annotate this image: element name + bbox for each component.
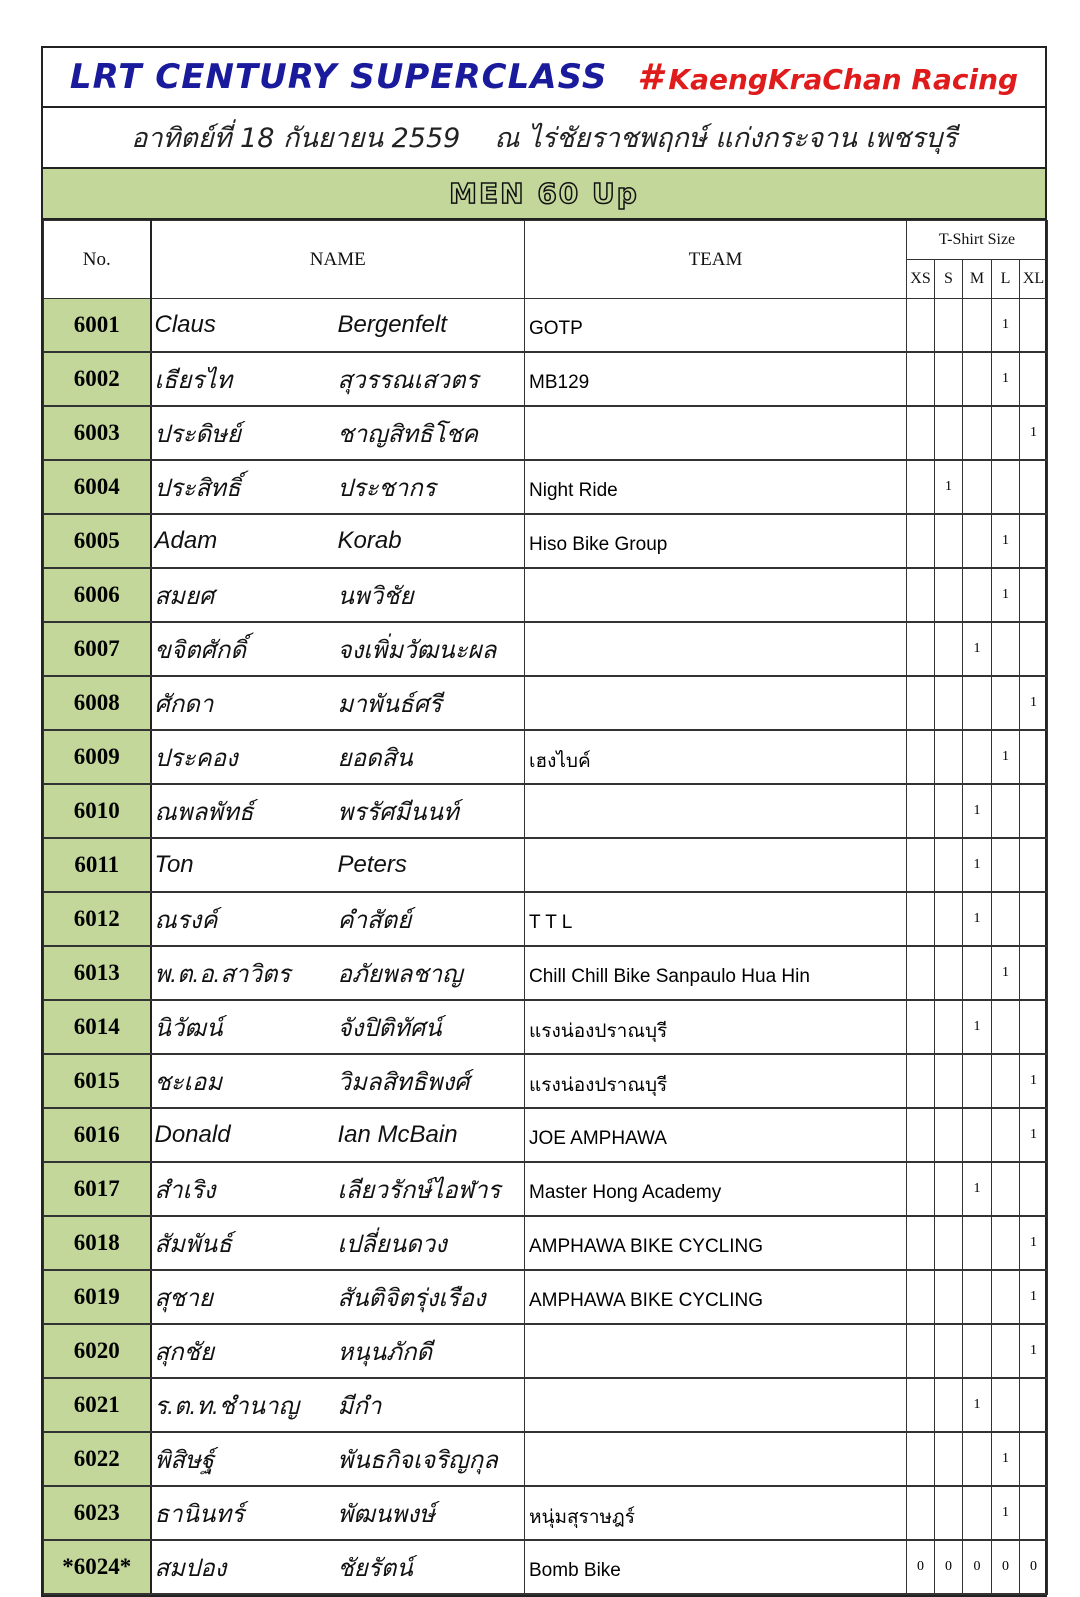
size-l-cell [992, 1162, 1020, 1216]
date-venue-bar [43, 108, 1045, 169]
table-row [44, 1378, 1048, 1432]
size-xs-cell [907, 1378, 935, 1432]
first-name: สมปอง [154, 1554, 227, 1582]
first-name: ประดิษย์ [154, 420, 241, 448]
size-s-cell [935, 1216, 963, 1270]
team-name: Bomb Bike [525, 1540, 907, 1594]
size-xs-cell [907, 622, 935, 676]
size-s-cell [935, 1432, 963, 1486]
last-name: ยอดสิน [337, 744, 413, 772]
last-name: Korab [337, 527, 402, 554]
first-name: Claus [154, 311, 216, 338]
last-name: เลียวรักษ์ไอฬาร [337, 1176, 501, 1204]
rider-name [151, 622, 525, 676]
size-xl-cell [1020, 1432, 1048, 1486]
table-row [44, 1162, 1048, 1216]
last-name: ชาญสิทธิโชค [337, 420, 479, 448]
size-xl-cell: 1 [1020, 1108, 1048, 1162]
size-l-cell [992, 892, 1020, 946]
size-xs-cell [907, 1000, 935, 1054]
team-name [525, 406, 907, 460]
size-s-cell [935, 568, 963, 622]
team-name [525, 1324, 907, 1378]
rider-number: 6008 [44, 676, 151, 730]
size-xs-cell [907, 514, 935, 568]
first-name: สุกชัย [154, 1338, 215, 1366]
team-name [525, 622, 907, 676]
size-s-cell: 1 [935, 460, 963, 514]
registration-sheet [41, 46, 1047, 1597]
size-l-cell [992, 460, 1020, 514]
table-row [44, 406, 1048, 460]
first-name: Ton [154, 851, 194, 878]
size-xl-cell [1020, 1486, 1048, 1540]
size-xs-cell [907, 730, 935, 784]
size-s-cell [935, 946, 963, 1000]
table-row [44, 1216, 1048, 1270]
event-venue: ณ ไร่ชัยราชพฤกษ์ แก่งกระจาน เพชรบุรี [494, 123, 957, 154]
size-l-cell: 1 [992, 1432, 1020, 1486]
team-name: JOE AMPHAWA [525, 1108, 907, 1162]
event-date: อาทิตย์ที่ 18 กันยายน 2559 [131, 123, 461, 154]
table-row [44, 1000, 1048, 1054]
rider-number: 6004 [44, 460, 151, 514]
team-name: AMPHAWA BIKE CYCLING [525, 1216, 907, 1270]
size-s-cell [935, 730, 963, 784]
table-row [44, 946, 1048, 1000]
rider-number: 6005 [44, 514, 151, 568]
last-name: อภัยพลชาญ [337, 960, 463, 988]
last-name: พัฒนพงษ์ [337, 1500, 435, 1528]
first-name: ศักดา [154, 690, 214, 718]
size-xl-cell: 1 [1020, 1324, 1048, 1378]
col-tshirt-header: T-Shirt Size [907, 221, 1048, 260]
size-xs-cell [907, 568, 935, 622]
table-row [44, 838, 1048, 892]
team-name: Hiso Bike Group [525, 514, 907, 568]
size-header-xs: XS [907, 260, 935, 299]
table-row [44, 1432, 1048, 1486]
first-name: ขจิตศักดิ์ [154, 636, 246, 664]
team-name: หนุ่มสุราษฎร์ [525, 1486, 907, 1540]
category-title: MEN 60 Up [43, 169, 1045, 220]
rider-name [151, 1270, 525, 1324]
size-l-cell: 0 [992, 1540, 1020, 1594]
team-name [525, 1378, 907, 1432]
size-xl-cell [1020, 838, 1048, 892]
rider-number: 6016 [44, 1108, 151, 1162]
size-m-cell [963, 1216, 992, 1270]
size-s-cell [935, 622, 963, 676]
first-name: ณพลพัทธ์ [154, 798, 254, 826]
last-name: จังปิติทัศน์ [337, 1014, 442, 1042]
size-xs-cell [907, 1486, 935, 1540]
size-xs-cell [907, 406, 935, 460]
first-name: สมยศ [154, 582, 215, 610]
last-name: สันติจิตรุ่งเรือง [337, 1284, 486, 1312]
size-xl-cell [1020, 730, 1048, 784]
first-name: ณรงค์ [154, 906, 218, 934]
size-m-cell [963, 1054, 992, 1108]
rider-number: 6001 [44, 299, 151, 353]
rider-name [151, 1054, 525, 1108]
last-name: พรรัศมีนนท์ [337, 798, 459, 826]
size-xl-cell [1020, 568, 1048, 622]
last-name: Bergenfelt [337, 311, 447, 338]
table-row [44, 568, 1048, 622]
size-xs-cell [907, 946, 935, 1000]
size-l-cell: 1 [992, 946, 1020, 1000]
table-row [44, 1054, 1048, 1108]
size-l-cell [992, 1324, 1020, 1378]
rider-number: 6022 [44, 1432, 151, 1486]
team-name: Night Ride [525, 460, 907, 514]
size-m-cell [963, 730, 992, 784]
size-s-cell [935, 676, 963, 730]
rider-number: 6023 [44, 1486, 151, 1540]
rider-name [151, 1216, 525, 1270]
first-name: สำเริง [154, 1176, 216, 1204]
size-l-cell [992, 838, 1020, 892]
first-name: ชะเอม [154, 1068, 223, 1096]
team-name: MB129 [525, 352, 907, 406]
table-row [44, 676, 1048, 730]
size-l-cell [992, 622, 1020, 676]
rider-name [151, 676, 525, 730]
size-l-cell [992, 676, 1020, 730]
size-l-cell [992, 784, 1020, 838]
size-m-cell: 1 [963, 892, 992, 946]
rider-name [151, 460, 525, 514]
first-name: Donald [154, 1121, 231, 1148]
rider-number: 6009 [44, 730, 151, 784]
size-m-cell: 0 [963, 1540, 992, 1594]
size-s-cell: 0 [935, 1540, 963, 1594]
last-name: หนุนภักดี [337, 1338, 433, 1366]
size-xl-cell [1020, 622, 1048, 676]
last-name: เปลี่ยนดวง [337, 1230, 447, 1258]
col-team-header: TEAM [525, 221, 907, 299]
size-s-cell [935, 352, 963, 406]
rider-number: 6018 [44, 1216, 151, 1270]
size-xl-cell: 1 [1020, 1054, 1048, 1108]
table-row [44, 460, 1048, 514]
size-s-cell [935, 1378, 963, 1432]
rider-name [151, 1540, 525, 1594]
table-row [44, 622, 1048, 676]
size-l-cell: 1 [992, 1486, 1020, 1540]
table-row [44, 352, 1048, 406]
first-name: ประคอง [154, 744, 238, 772]
size-m-cell [963, 460, 992, 514]
team-name: เฮงไบค์ [525, 730, 907, 784]
table-row [44, 1270, 1048, 1324]
rider-name [151, 406, 525, 460]
size-header-xl: XL [1020, 260, 1048, 299]
col-no-header: No. [44, 221, 151, 299]
size-m-cell: 1 [963, 1162, 992, 1216]
rider-table [43, 220, 1048, 1595]
size-xs-cell [907, 460, 935, 514]
first-name: เธียรไท [154, 366, 233, 394]
last-name: Peters [337, 851, 407, 878]
size-xl-cell: 0 [1020, 1540, 1048, 1594]
rider-name [151, 946, 525, 1000]
size-xl-cell [1020, 892, 1048, 946]
rider-number: 6010 [44, 784, 151, 838]
col-name-header: NAME [151, 221, 525, 299]
rider-name [151, 1486, 525, 1540]
table-row [44, 892, 1048, 946]
first-name: ประสิทธิ์ [154, 474, 241, 502]
last-name: พันธกิจเจริญกุล [337, 1446, 498, 1474]
size-s-cell [935, 514, 963, 568]
rider-number: 6006 [44, 568, 151, 622]
size-m-cell [963, 299, 992, 353]
team-name [525, 838, 907, 892]
rider-number: 6013 [44, 946, 151, 1000]
size-xs-cell [907, 892, 935, 946]
size-m-cell: 1 [963, 838, 992, 892]
rider-number: 6017 [44, 1162, 151, 1216]
size-l-cell [992, 406, 1020, 460]
rider-name [151, 1000, 525, 1054]
size-xl-cell: 1 [1020, 676, 1048, 730]
rider-name [151, 784, 525, 838]
table-row [44, 730, 1048, 784]
rider-name [151, 568, 525, 622]
rider-name [151, 299, 525, 353]
table-row [44, 784, 1048, 838]
size-m-cell: 1 [963, 622, 992, 676]
size-xs-cell [907, 838, 935, 892]
size-xs-cell [907, 299, 935, 353]
event-hashtag [637, 57, 1018, 98]
size-l-cell [992, 1054, 1020, 1108]
rider-number: 6002 [44, 352, 151, 406]
size-header-l: L [992, 260, 1020, 299]
size-xl-cell: 1 [1020, 1216, 1048, 1270]
first-name: ร.ต.ท.ชำนาญ [154, 1392, 299, 1420]
last-name: สุวรรณเสวตร [337, 366, 479, 394]
table-row [44, 1540, 1048, 1594]
first-name: ธานินทร์ [154, 1500, 245, 1528]
rider-name [151, 1378, 525, 1432]
team-name: T T L [525, 892, 907, 946]
rider-name [151, 514, 525, 568]
rider-name [151, 1162, 525, 1216]
size-s-cell [935, 1108, 963, 1162]
event-title: LRT CENTURY SUPERCLASS [69, 57, 608, 97]
team-name [525, 1432, 907, 1486]
size-m-cell [963, 1108, 992, 1162]
rider-number: 6011 [44, 838, 151, 892]
rider-number: 6014 [44, 1000, 151, 1054]
rider-name [151, 838, 525, 892]
rider-number: 6019 [44, 1270, 151, 1324]
last-name: วิมลสิทธิพงศ์ [337, 1068, 470, 1096]
size-m-cell [963, 352, 992, 406]
size-l-cell: 1 [992, 730, 1020, 784]
last-name: จงเพิ่มวัฒนะผล [337, 636, 497, 664]
size-l-cell [992, 1216, 1020, 1270]
first-name: นิวัฒน์ [154, 1014, 223, 1042]
size-xl-cell: 1 [1020, 406, 1048, 460]
rider-number: 6015 [44, 1054, 151, 1108]
size-xs-cell [907, 1270, 935, 1324]
team-name [525, 676, 907, 730]
size-l-cell: 1 [992, 352, 1020, 406]
size-s-cell [935, 1324, 963, 1378]
size-xs-cell [907, 784, 935, 838]
size-xl-cell [1020, 460, 1048, 514]
size-xs-cell [907, 1162, 935, 1216]
size-m-cell [963, 1432, 992, 1486]
rider-name [151, 1324, 525, 1378]
size-xl-cell [1020, 299, 1048, 353]
size-m-cell [963, 514, 992, 568]
title-bar [43, 48, 1045, 108]
size-s-cell [935, 892, 963, 946]
size-xl-cell [1020, 1162, 1048, 1216]
team-name [525, 568, 907, 622]
size-xs-cell [907, 676, 935, 730]
first-name: Adam [154, 527, 218, 554]
size-xs-cell: 0 [907, 1540, 935, 1594]
size-s-cell [935, 406, 963, 460]
hash-symbol: # [637, 56, 663, 98]
rider-number: 6007 [44, 622, 151, 676]
rider-number: 6012 [44, 892, 151, 946]
size-m-cell [963, 946, 992, 1000]
size-header-m: M [963, 260, 992, 299]
size-xs-cell [907, 1432, 935, 1486]
size-m-cell: 1 [963, 1378, 992, 1432]
rider-name [151, 352, 525, 406]
size-m-cell [963, 1270, 992, 1324]
team-name: Chill Chill Bike Sanpaulo Hua Hin [525, 946, 907, 1000]
rider-name [151, 1432, 525, 1486]
hashtag-text: KaengKraChan Racing [668, 62, 1019, 96]
size-m-cell [963, 1324, 992, 1378]
size-xs-cell [907, 1108, 935, 1162]
size-l-cell: 1 [992, 568, 1020, 622]
last-name: คำสัตย์ [337, 906, 412, 934]
size-l-cell [992, 1108, 1020, 1162]
first-name: สุชาย [154, 1284, 213, 1312]
size-s-cell [935, 784, 963, 838]
first-name: พ.ต.อ.สาวิตร [154, 960, 291, 988]
last-name: มาพันธ์ศรี [337, 690, 442, 718]
size-xl-cell [1020, 352, 1048, 406]
size-xs-cell [907, 352, 935, 406]
size-m-cell: 1 [963, 784, 992, 838]
size-m-cell [963, 676, 992, 730]
table-row [44, 299, 1048, 353]
size-xl-cell [1020, 946, 1048, 1000]
team-name [525, 784, 907, 838]
size-s-cell [935, 1000, 963, 1054]
size-xs-cell [907, 1324, 935, 1378]
size-l-cell [992, 1378, 1020, 1432]
size-s-cell [935, 838, 963, 892]
size-xl-cell [1020, 514, 1048, 568]
size-xl-cell [1020, 1378, 1048, 1432]
size-xs-cell [907, 1216, 935, 1270]
size-s-cell [935, 299, 963, 353]
size-l-cell: 1 [992, 299, 1020, 353]
table-row [44, 1486, 1048, 1540]
rider-name [151, 730, 525, 784]
last-name: ชัยรัตน์ [337, 1554, 413, 1582]
size-l-cell [992, 1000, 1020, 1054]
last-name: Ian McBain [337, 1121, 458, 1148]
rider-number: 6021 [44, 1378, 151, 1432]
team-name: Master Hong Academy [525, 1162, 907, 1216]
size-xl-cell: 1 [1020, 1270, 1048, 1324]
size-s-cell [935, 1054, 963, 1108]
table-row [44, 1324, 1048, 1378]
size-header-s: S [935, 260, 963, 299]
size-xs-cell [907, 1054, 935, 1108]
first-name: สัมพันธ์ [154, 1230, 232, 1258]
size-m-cell [963, 568, 992, 622]
rider-name [151, 1108, 525, 1162]
rider-number: 6003 [44, 406, 151, 460]
size-m-cell: 1 [963, 1000, 992, 1054]
size-s-cell [935, 1162, 963, 1216]
rider-number: 6020 [44, 1324, 151, 1378]
size-l-cell: 1 [992, 514, 1020, 568]
team-name: AMPHAWA BIKE CYCLING [525, 1270, 907, 1324]
last-name: นพวิชัย [337, 582, 414, 610]
table-row [44, 514, 1048, 568]
size-s-cell [935, 1486, 963, 1540]
team-name: แรงน่องปราณบุรี [525, 1054, 907, 1108]
rider-number: *6024* [44, 1540, 151, 1594]
last-name: ประชากร [337, 474, 436, 502]
last-name: มีกำ [337, 1392, 382, 1420]
size-m-cell [963, 1486, 992, 1540]
team-name: GOTP [525, 299, 907, 353]
size-xl-cell [1020, 784, 1048, 838]
size-s-cell [935, 1270, 963, 1324]
rider-name [151, 892, 525, 946]
first-name: พิสิษฐ์ [154, 1446, 215, 1474]
size-l-cell [992, 1270, 1020, 1324]
team-name: แรงน่องปราณบุรี [525, 1000, 907, 1054]
size-m-cell [963, 406, 992, 460]
size-xl-cell [1020, 1000, 1048, 1054]
table-row [44, 1108, 1048, 1162]
